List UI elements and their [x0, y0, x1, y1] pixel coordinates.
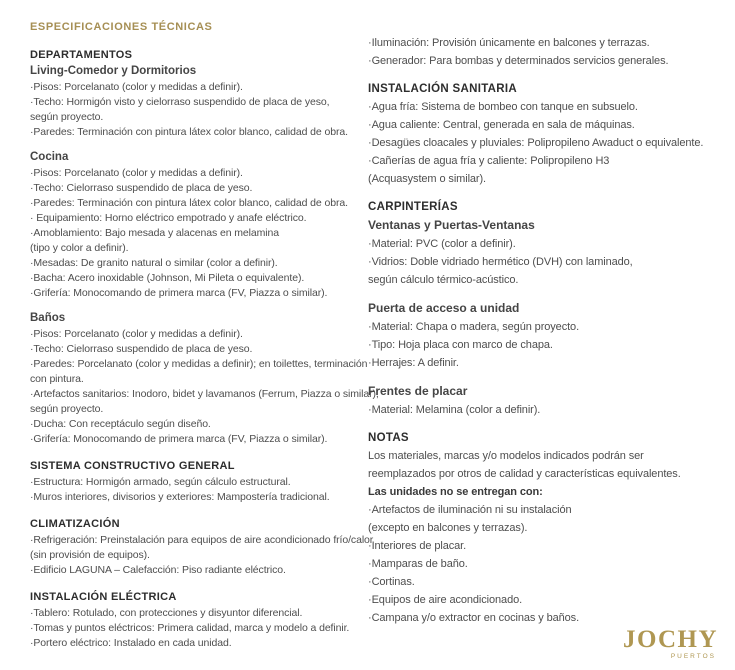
spec-line: según cálculo térmico-acústico. — [368, 274, 519, 286]
spec-line: ·Refrigeración: Preinstalación para equipos de aire acondicionado frío/calor — [30, 534, 374, 546]
spec-line: ·Paredes: Porcelanato (color y medidas a definir); en toilettes, terminación — [30, 358, 368, 370]
spec-line: reemplazados por otros de calidad y características equivalentes. — [368, 468, 681, 480]
spec-line: ·Artefactos sanitarios: Inodoro, bidet y lavamanos (Ferrum, Piazza o similar), — [30, 388, 379, 400]
spec-group — [30, 606, 368, 651]
section — [30, 459, 368, 505]
spec-line: ·Amoblamiento: Bajo mesada y alacenas en melamina — [30, 227, 279, 239]
spec-group — [30, 475, 368, 505]
spec-line: ·Tipo: Hoja placa con marco de chapa. — [368, 339, 553, 351]
spec-line: ·Cañerías de agua fría y caliente: Polipropileno H3 — [368, 155, 610, 167]
spec-line: ·Agua fría: Sistema de bombeo con tanque en subsuelo. — [368, 101, 638, 113]
spec-group — [368, 216, 720, 289]
spec-group — [30, 150, 368, 301]
spec-line: ·Material: Chapa o madera, según proyecto. — [368, 321, 580, 333]
spec-line: · Equipamiento: Horno eléctrico empotrado y anafe eléctrico. — [30, 212, 307, 224]
subsection-heading: Frentes de placar — [368, 384, 468, 398]
spec-group — [30, 64, 368, 140]
spec-line: ·Tomas y puntos eléctricos: Primera calidad, marca y modelo a definir. — [30, 622, 350, 634]
spec-line: (tipo y color a definir). — [30, 242, 129, 254]
section — [30, 590, 368, 651]
section-heading: SISTEMA CONSTRUCTIVO GENERAL — [30, 460, 235, 472]
spec-line: ·Equipos de aire acondicionado. — [368, 594, 523, 606]
subsection-heading: Ventanas y Puertas-Ventanas — [368, 218, 535, 232]
right-column — [368, 20, 720, 627]
spec-line: ·Paredes: Terminación con pintura látex color blanco, calidad de obra. — [30, 197, 348, 209]
spec-group — [368, 299, 720, 372]
brand-logo — [623, 627, 718, 660]
spec-line: ·Estructura: Hormigón armado, según cálculo estructural. — [30, 476, 291, 488]
spec-line: Los materiales, marcas y/o modelos indicados podrán ser — [368, 450, 644, 462]
spec-line: (Acquasystem o similar). — [368, 173, 487, 185]
spec-line: ·Agua caliente: Central, generada en sala de máquinas. — [368, 119, 635, 131]
spec-line: ·Techo: Cielorraso suspendido de placa de yeso. — [30, 182, 253, 194]
spec-group — [368, 34, 720, 70]
spec-line: ·Interiores de placar. — [368, 540, 467, 552]
spec-line: Las unidades no se entregan con: — [368, 486, 543, 498]
spec-line: ·Bacha: Acero inoxidable (Johnson, Mi Pileta o equivalente). — [30, 272, 305, 284]
spec-line: ·Paredes: Terminación con pintura látex color blanco, calidad de obra. — [30, 126, 348, 138]
spec-line: ·Muros interiores, divisorios y exteriores: Mampostería tradicional. — [30, 491, 330, 503]
spec-line: (excepto en balcones y terrazas). — [368, 522, 528, 534]
spec-line: ·Ducha: Con receptáculo según diseño. — [30, 418, 211, 430]
section-heading: INSTALACIÓN ELÉCTRICA — [30, 591, 177, 603]
right-column-sections — [368, 34, 720, 627]
subsection-heading: Puerta de acceso a unidad — [368, 301, 520, 315]
section — [368, 34, 720, 70]
spec-line: ·Vidrios: Doble vidriado hermético (DVH) con laminado, — [368, 256, 633, 268]
section-heading: CARPINTERÍAS — [368, 201, 458, 213]
spec-group — [368, 447, 720, 627]
spec-line: ·Material: Melamina (color a definir). — [368, 404, 541, 416]
section — [30, 48, 379, 447]
spec-line: ·Pisos: Porcelanato (color y medidas a definir). — [30, 81, 243, 93]
section — [30, 517, 374, 578]
spec-line: ·Edificio LAGUNA – Calefacción: Piso radiante eléctrico. — [30, 564, 286, 576]
section — [368, 431, 720, 627]
subsection-heading: Baños — [30, 312, 66, 324]
subsection-heading: Cocina — [30, 151, 69, 163]
left-column-sections — [30, 48, 379, 651]
section-heading: DEPARTAMENTOS — [30, 49, 133, 61]
spec-line: ·Techo: Hormigón visto y cielorraso suspendido de placa de yeso, — [30, 96, 330, 108]
section-heading: NOTAS — [368, 432, 409, 444]
logo-wordmark: JOCHY — [623, 626, 718, 653]
spec-line: ·Portero eléctrico: Instalado en cada unidad. — [30, 637, 232, 649]
section-heading: INSTALACIÓN SANITARIA — [368, 83, 517, 95]
spec-line: con pintura. — [30, 373, 84, 385]
spec-line: según proyecto. — [30, 111, 104, 123]
spec-line: (sin provisión de equipos). — [30, 549, 150, 561]
spec-line: ·Mesadas: De granito natural o similar (color a definir). — [30, 257, 278, 269]
left-column — [30, 20, 379, 651]
section — [368, 200, 720, 419]
spec-line: ·Pisos: Porcelanato (color y medidas a definir). — [30, 167, 243, 179]
spec-line: ·Grifería: Monocomando de primera marca (FV, Piazza o similar). — [30, 287, 328, 299]
spec-line: ·Grifería: Monocomando de primera marca (FV, Piazza o similar). — [30, 433, 328, 445]
spec-line: ·Cortinas. — [368, 576, 415, 588]
spec-line: ·Generador: Para bombas y determinados servicios generales. — [368, 55, 669, 67]
spec-line: ·Mamparas de baño. — [368, 558, 468, 570]
spec-line: ·Herrajes: A definir. — [368, 357, 459, 369]
spec-line: ·Campana y/o extractor en cocinas y baños. — [368, 612, 580, 624]
two-column-layout — [30, 20, 720, 651]
page-title: ESPECIFICACIONES TÉCNICAS — [30, 21, 213, 33]
spec-line: según proyecto. — [30, 403, 104, 415]
spec-line: ·Iluminación: Provisión únicamente en balcones y terrazas. — [368, 37, 650, 49]
spec-line: ·Pisos: Porcelanato (color y medidas a definir). — [30, 328, 243, 340]
subsection-heading: Living-Comedor y Dormitorios — [30, 65, 197, 77]
section — [368, 82, 720, 188]
spec-group — [368, 98, 720, 188]
spec-group — [368, 382, 720, 419]
spec-line: ·Desagües cloacales y pluviales: Polipropileno Awaduct o equivalente. — [368, 137, 704, 149]
spec-group — [30, 533, 374, 578]
spec-line: ·Tablero: Rotulado, con protecciones y disyuntor diferencial. — [30, 607, 303, 619]
logo-subtext: PUERTOS — [670, 653, 716, 660]
spec-line: ·Artefactos de iluminación ni su instalación — [368, 504, 572, 516]
spec-group — [30, 311, 379, 447]
section-heading: CLIMATIZACIÓN — [30, 518, 120, 530]
spec-line: ·Techo: Cielorraso suspendido de placa de yeso. — [30, 343, 253, 355]
spec-line: ·Material: PVC (color a definir). — [368, 238, 516, 250]
